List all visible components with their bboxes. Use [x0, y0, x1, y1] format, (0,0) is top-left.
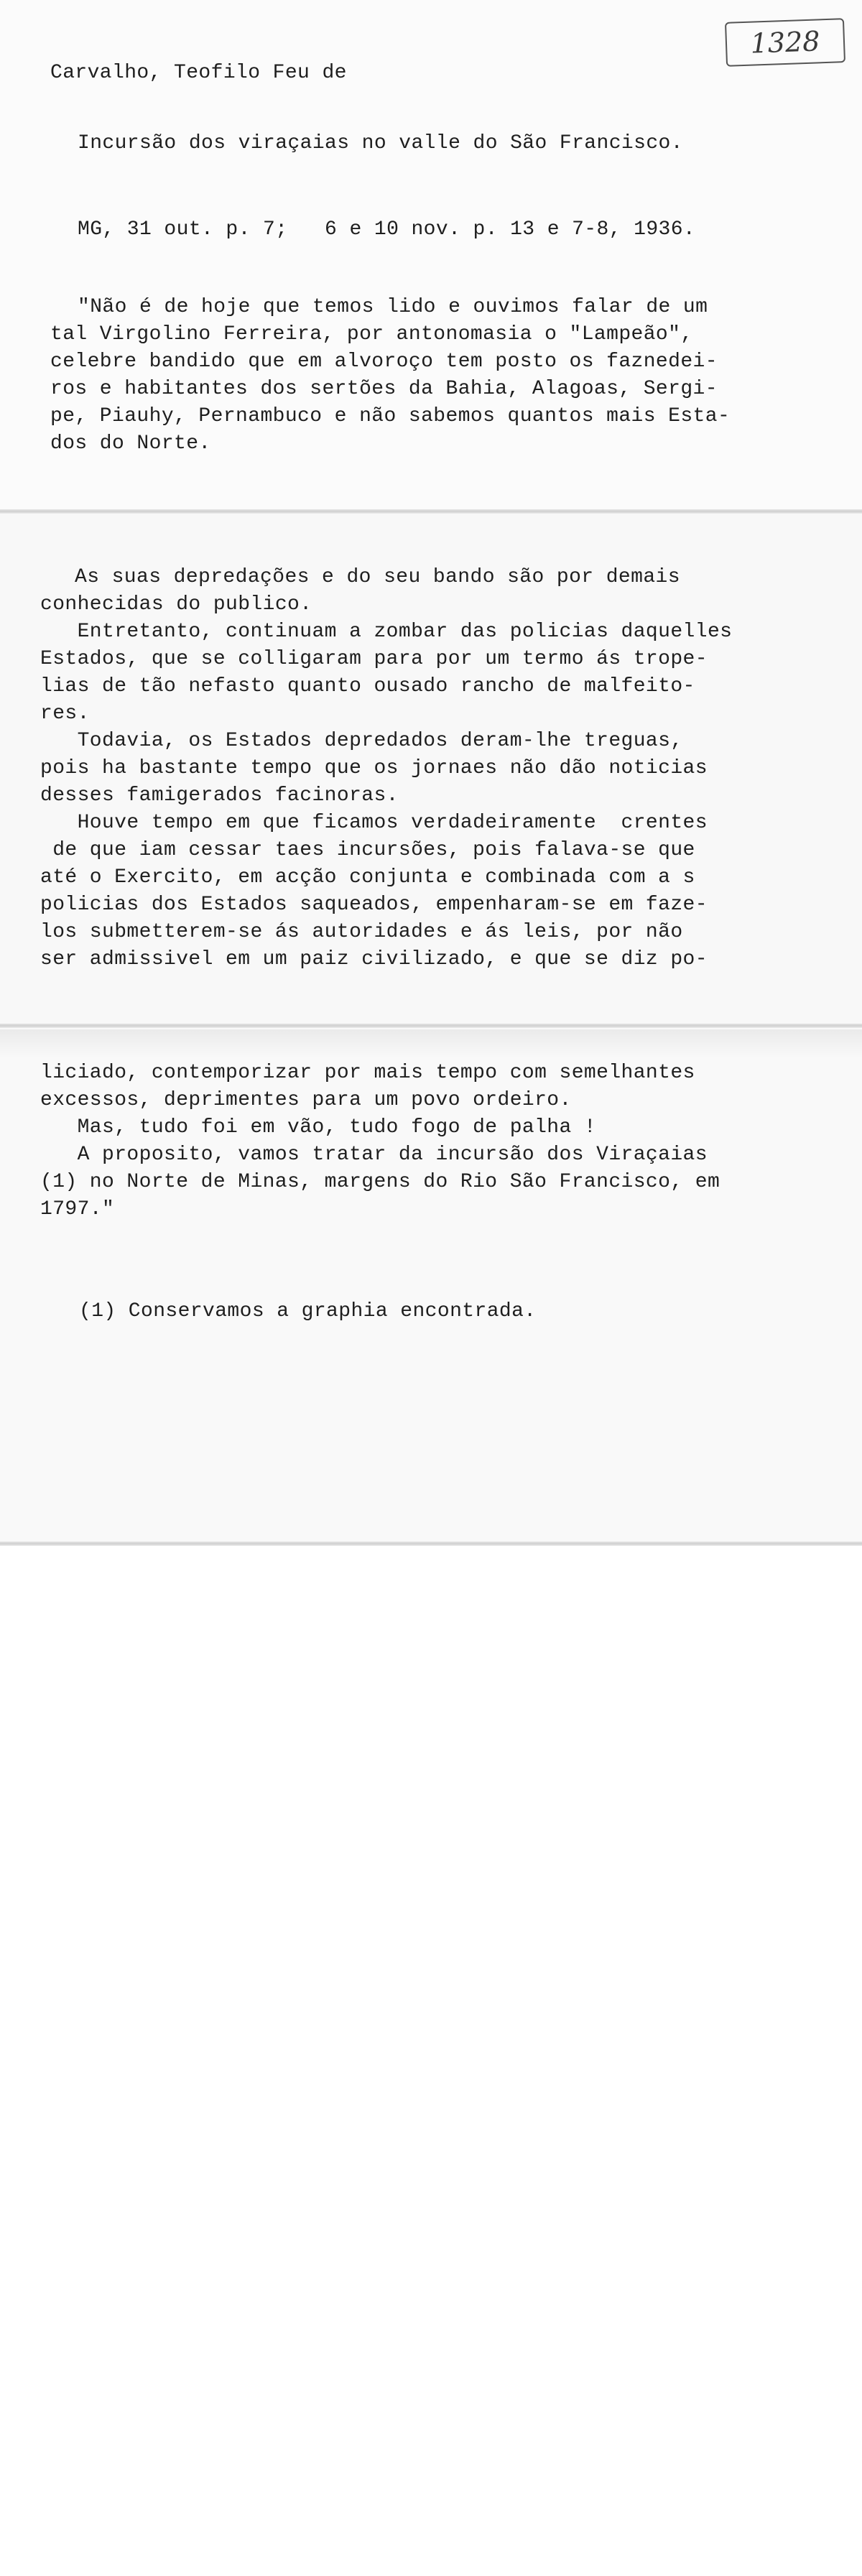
text-line: As suas depredações e do seu bando são por demais — [75, 566, 680, 588]
card-sheet-4 — [0, 1544, 862, 2576]
text-line: Mas, tudo foi em vão, tudo fogo de palha ! — [40, 1116, 597, 1139]
text-line: lias de tão nefasto quanto ousado rancho de malfeito- — [40, 675, 695, 698]
author-line: Carvalho, Teofilo Feu de — [50, 62, 347, 84]
sheet-fold-line — [0, 1024, 862, 1028]
text-line: tal Virgolino Ferreira, por antonomasia o "Lampeão", — [50, 323, 693, 346]
text-line: dos do Norte. — [50, 432, 211, 455]
article-title: Incursão dos viraçaias no valle do São Francisco. — [78, 132, 683, 154]
text-line: pe, Piauhy, Pernambuco e não sabemos quantos mais Esta- — [50, 405, 731, 427]
text-line: desses famigerados facinoras. — [40, 784, 399, 807]
sheet-fold-line — [0, 509, 862, 514]
sheet-shadow — [0, 1029, 862, 1058]
text-line: policias dos Estados saqueados, empenharam-se em faze- — [40, 894, 708, 916]
text-line: Houve tempo em que ficamos verdadeiramente crentes — [40, 812, 708, 834]
text-line: "Não é de hoje que temos lido e ouvimos falar de um — [78, 296, 708, 318]
footnote: (1) Conservamos a graphia encontrada. — [79, 1300, 537, 1322]
text-line: Todavia, os Estados depredados deram-lhe treguas, — [40, 730, 683, 752]
text-line: Entretanto, continuam a zombar das policias daquelles — [40, 621, 733, 643]
text-line: até o Exercito, em acção conjunta e combinada com a s — [40, 866, 695, 889]
text-line: ser admissivel em um paiz civilizado, e que se diz po- — [40, 948, 708, 970]
text-line: los submetterem-se ás autoridades e ás leis, por não — [40, 921, 683, 943]
text-line: 1797." — [40, 1198, 115, 1220]
text-line: conhecidas do publico. — [40, 593, 312, 616]
sheet-fold-line — [0, 1542, 862, 1546]
text-line: res. — [40, 703, 90, 725]
text-line: A proposito, vamos tratar da incursão dos Viraçaias — [40, 1144, 708, 1166]
text-line: (1) no Norte de Minas, margens do Rio São Francisco, em — [40, 1171, 720, 1193]
handwritten-catalog-number: 1328 — [725, 18, 845, 67]
text-line: excessos, deprimentes para um povo ordeiro. — [40, 1089, 572, 1111]
text-line: celebre bandido que em alvoroço tem posto os faznedei- — [50, 351, 718, 373]
text-line: Estados, que se colligaram para por um termo ás trope- — [40, 648, 708, 670]
text-line: liciado, contemporizar por mais tempo com semelhantes — [40, 1062, 695, 1084]
source-citation: MG, 31 out. p. 7; 6 e 10 nov. p. 13 e 7-8, 1936. — [78, 218, 696, 241]
text-line: pois ha bastante tempo que os jornaes não dão noticias — [40, 757, 708, 779]
text-line: de que iam cessar taes incursões, pois falava-se que — [40, 839, 695, 861]
text-line: ros e habitantes dos sertões da Bahia, Alagoas, Sergi- — [50, 378, 718, 400]
